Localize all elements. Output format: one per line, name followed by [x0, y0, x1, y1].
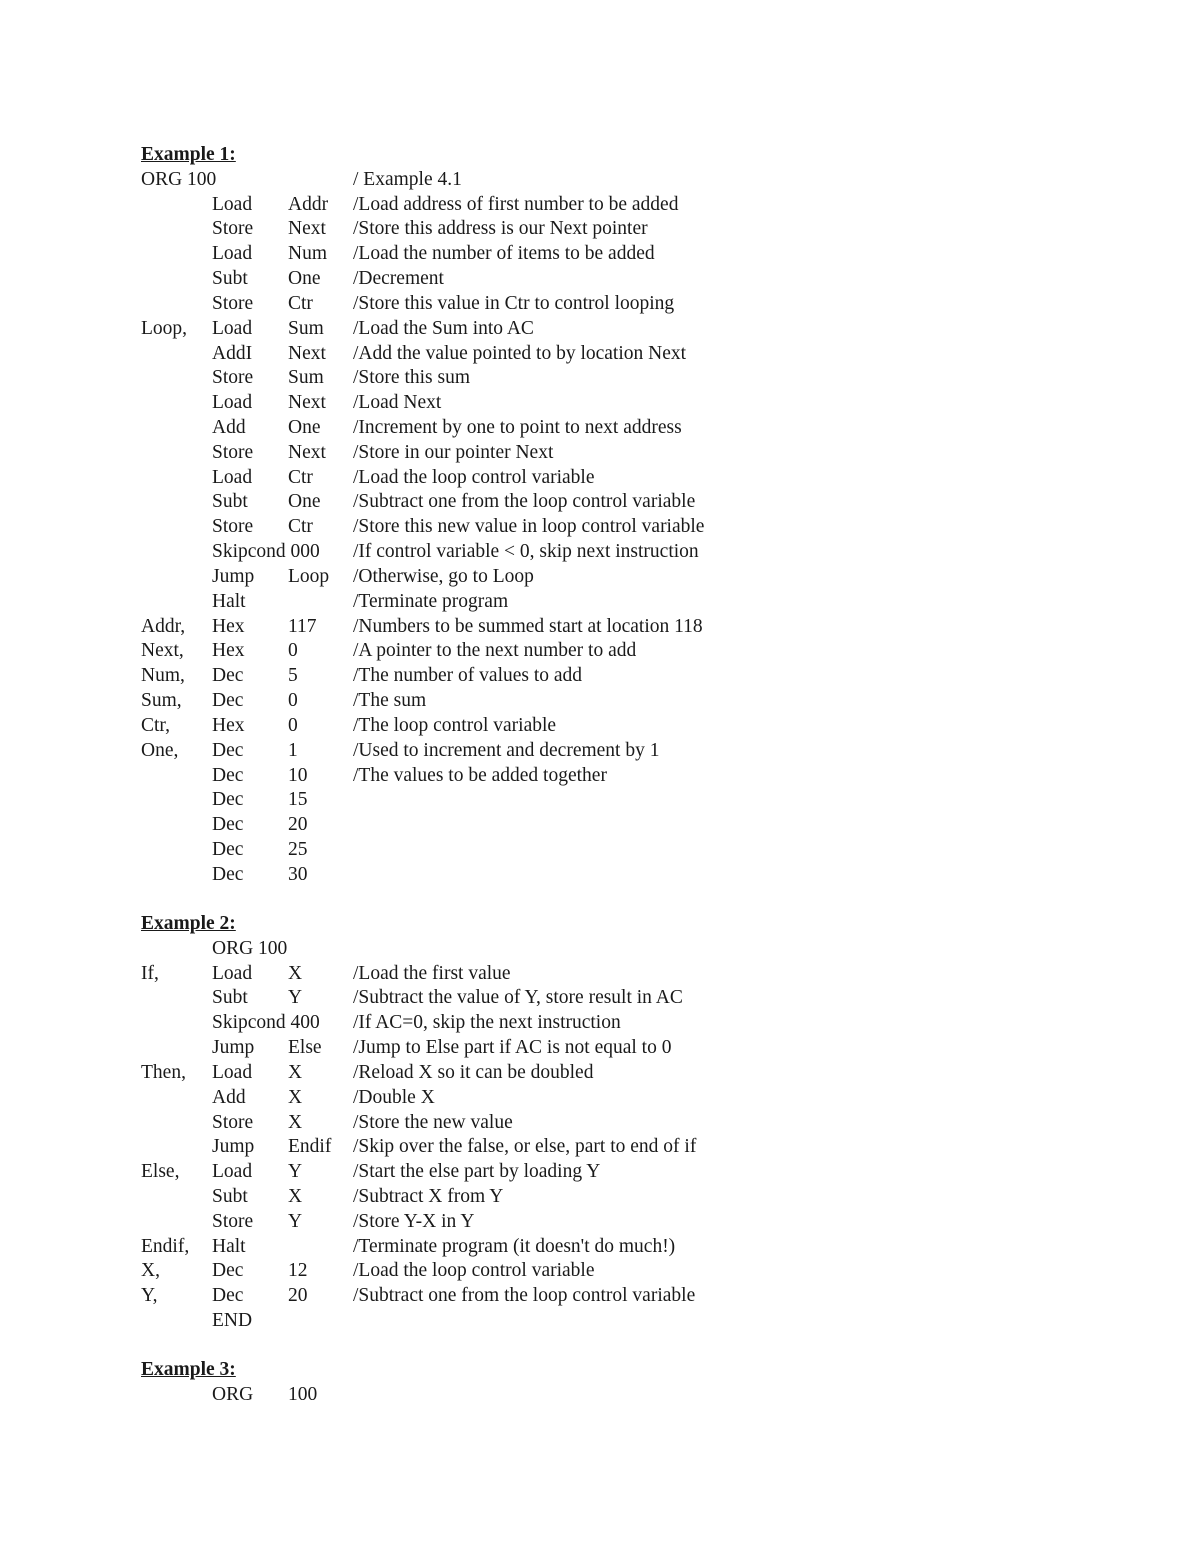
code-line [0, 1236, 1200, 1261]
line-comment: /Skip over the false, or else, part to end of if [353, 1136, 697, 1158]
line-operand: Sum [288, 317, 324, 339]
line-opcode: Store [212, 367, 254, 389]
example-heading: Example 3: [141, 1359, 236, 1380]
line-opcode: ORG 100 [212, 937, 288, 959]
line-operand: 10 [288, 764, 308, 786]
line-opcode: Halt [212, 590, 246, 612]
line-opcode: Load [212, 962, 253, 984]
line-comment: /Subtract X from Y [353, 1186, 504, 1208]
code-line [0, 417, 1200, 442]
code-line [0, 1161, 1200, 1186]
line-comment: /Otherwise, go to Loop [353, 565, 534, 587]
line-operand: One [288, 268, 321, 290]
line-label: Else, [141, 1161, 180, 1183]
line-comment: /The loop control variable [353, 714, 557, 736]
line-opcode: Subt [212, 987, 248, 1009]
line-opcode: Jump [212, 1136, 255, 1158]
line-comment: /Reload X so it can be doubled [353, 1061, 594, 1083]
line-label: Loop, [141, 317, 188, 339]
line-label: If, [141, 962, 159, 984]
line-comment: /Store this new value in loop control variable [353, 516, 705, 538]
line-operand: Loop [288, 565, 330, 587]
line-operand: Sum [288, 367, 324, 389]
line-opcode: Hex [212, 640, 245, 662]
code-line [0, 616, 1200, 641]
line-operand: Y [288, 1161, 303, 1183]
line-operand: Y [288, 987, 303, 1009]
line-label: Y, [141, 1285, 158, 1307]
code-line [0, 169, 1200, 194]
line-opcode: ORG [212, 1383, 254, 1405]
code-line [0, 963, 1200, 988]
line-operand: 100 [288, 1383, 318, 1405]
code-line [0, 987, 1200, 1012]
line-operand: Next [288, 392, 326, 414]
code-line [0, 1136, 1200, 1161]
line-label: Num, [141, 665, 185, 687]
line-operand: Ctr [288, 466, 313, 488]
code-line [0, 318, 1200, 343]
line-opcode: Store [212, 1111, 254, 1133]
line-operand: X [288, 962, 303, 984]
line-label: Next, [141, 640, 184, 662]
code-line [0, 765, 1200, 790]
code-line [0, 367, 1200, 392]
line-opcode: Skipcond 000 [212, 541, 320, 563]
line-operand: 117 [288, 615, 317, 637]
line-operand: 0 [288, 714, 298, 736]
code-line [0, 467, 1200, 492]
line-opcode: Store [212, 516, 254, 538]
line-operand: 15 [288, 789, 308, 811]
line-opcode: Dec [212, 690, 244, 712]
line-operand: One [288, 417, 321, 439]
line-comment: /If AC=0, skip the next instruction [353, 1012, 621, 1034]
line-opcode: Subt [212, 268, 248, 290]
line-opcode: Load [212, 193, 253, 215]
line-opcode: Load [212, 392, 253, 414]
line-comment: /Numbers to be summed start at location 118 [353, 615, 703, 637]
line-comment: /Subtract one from the loop control variable [353, 1285, 696, 1307]
line-opcode: Add [212, 417, 246, 439]
code-line [0, 218, 1200, 243]
line-operand: Y [288, 1210, 303, 1232]
line-opcode: Subt [212, 491, 248, 513]
line-comment: /Store this sum [353, 367, 471, 389]
line-operand: Addr [288, 193, 329, 215]
code-line [0, 1112, 1200, 1137]
line-operand: X [288, 1086, 303, 1108]
line-comment: / Example 4.1 [353, 168, 462, 190]
line-opcode: Dec [212, 789, 244, 811]
line-operand: Endif [288, 1136, 332, 1158]
line-operand: X [288, 1186, 303, 1208]
line-comment: /Store the new value [353, 1111, 513, 1133]
line-comment: /Used to increment and decrement by 1 [353, 739, 660, 761]
code-line [0, 839, 1200, 864]
line-operand: 20 [288, 814, 308, 836]
code-line [0, 1186, 1200, 1211]
line-comment: /The values to be added together [353, 764, 607, 786]
line-operand: 20 [288, 1285, 308, 1307]
code-line [0, 268, 1200, 293]
line-comment: /Double X [353, 1086, 435, 1108]
line-opcode: Jump [212, 1037, 255, 1059]
line-opcode: Store [212, 218, 254, 240]
line-comment: /Store this value in Ctr to control looping [353, 292, 675, 314]
line-opcode: Load [212, 243, 253, 265]
line-comment: /If control variable < 0, skip next instruction [353, 541, 699, 563]
line-comment: /Load the first value [353, 962, 511, 984]
line-operand: 1 [288, 739, 298, 761]
code-line [0, 665, 1200, 690]
line-opcode: Dec [212, 1260, 244, 1282]
line-label: ORG 100 [141, 168, 217, 190]
line-comment: /Add the value pointed to by location Next [353, 342, 687, 364]
line-operand: Next [288, 441, 326, 463]
line-opcode: Dec [212, 863, 244, 885]
line-opcode: Skipcond 400 [212, 1012, 320, 1034]
line-comment: /Load address of first number to be added [353, 193, 679, 215]
line-opcode: Jump [212, 565, 255, 587]
code-line [0, 243, 1200, 268]
line-opcode: Load [212, 466, 253, 488]
line-comment: /Store Y-X in Y [353, 1210, 475, 1232]
line-opcode: Dec [212, 739, 244, 761]
line-comment: /Start the else part by loading Y [353, 1161, 601, 1183]
line-opcode: Store [212, 1210, 254, 1232]
line-comment: /Increment by one to point to next address [353, 417, 682, 439]
code-line [0, 442, 1200, 467]
line-operand: 0 [288, 640, 298, 662]
line-opcode: Dec [212, 1285, 244, 1307]
line-comment: /The sum [353, 690, 427, 712]
code-line [0, 1211, 1200, 1236]
line-label: Then, [141, 1061, 186, 1083]
line-comment: /Jump to Else part if AC is not equal to 0 [353, 1037, 672, 1059]
line-operand: Ctr [288, 292, 313, 314]
line-operand: Next [288, 218, 326, 240]
line-operand: Num [288, 243, 327, 265]
code-line [0, 491, 1200, 516]
line-opcode: Load [212, 317, 253, 339]
line-operand: X [288, 1111, 303, 1133]
line-opcode: Store [212, 292, 254, 314]
code-line [0, 814, 1200, 839]
code-line [0, 1062, 1200, 1087]
code-line [0, 640, 1200, 665]
line-opcode: Dec [212, 665, 244, 687]
line-opcode: Store [212, 441, 254, 463]
line-operand: 0 [288, 690, 298, 712]
code-line [0, 566, 1200, 591]
line-comment: /Subtract the value of Y, store result in AC [353, 987, 683, 1009]
line-label: Addr, [141, 615, 186, 637]
line-comment: /Terminate program [353, 590, 509, 612]
line-operand: X [288, 1061, 303, 1083]
line-label: One, [141, 739, 179, 761]
code-line [0, 1310, 1200, 1335]
line-opcode: Hex [212, 615, 245, 637]
code-line [0, 541, 1200, 566]
line-comment: /A pointer to the next number to add [353, 640, 637, 662]
code-line [0, 343, 1200, 368]
line-comment: /The number of values to add [353, 665, 583, 687]
line-comment: /Store this address is our Next pointer [353, 218, 648, 240]
line-comment: /Load the loop control variable [353, 1260, 595, 1282]
line-label: X, [141, 1260, 160, 1282]
line-operand: Ctr [288, 516, 313, 538]
line-opcode: Load [212, 1061, 253, 1083]
code-line [0, 293, 1200, 318]
line-opcode: Halt [212, 1235, 246, 1257]
code-line [0, 194, 1200, 219]
line-opcode: Dec [212, 764, 244, 786]
line-operand: 5 [288, 665, 298, 687]
example-heading: Example 1: [141, 144, 236, 165]
line-operand: Else [288, 1037, 322, 1059]
code-line [0, 1260, 1200, 1285]
example-heading: Example 2: [141, 913, 236, 934]
line-opcode: AddI [212, 342, 253, 364]
line-label: Endif, [141, 1235, 190, 1257]
line-opcode: Add [212, 1086, 246, 1108]
code-line [0, 690, 1200, 715]
code-line [0, 938, 1200, 963]
line-operand: 12 [288, 1260, 308, 1282]
line-opcode: END [212, 1310, 253, 1332]
line-comment: /Load Next [353, 392, 442, 414]
code-line [0, 1384, 1200, 1409]
code-line [0, 591, 1200, 616]
line-comment: /Store in our pointer Next [353, 441, 554, 463]
code-line [0, 516, 1200, 541]
line-operand: 30 [288, 863, 308, 885]
line-label: Ctr, [141, 714, 171, 736]
code-line [0, 789, 1200, 814]
line-comment: /Load the Sum into AC [353, 317, 534, 339]
line-opcode: Dec [212, 814, 244, 836]
line-opcode: Load [212, 1161, 253, 1183]
line-opcode: Dec [212, 838, 244, 860]
line-comment: /Load the number of items to be added [353, 243, 655, 265]
line-operand: Next [288, 342, 326, 364]
code-line [0, 740, 1200, 765]
line-operand: One [288, 491, 321, 513]
line-operand: 25 [288, 838, 308, 860]
code-line [0, 1285, 1200, 1310]
code-line [0, 1012, 1200, 1037]
line-opcode: Hex [212, 714, 245, 736]
code-line [0, 715, 1200, 740]
line-opcode: Subt [212, 1186, 248, 1208]
line-label: Sum, [141, 690, 182, 712]
line-comment: /Terminate program (it doesn't do much!) [353, 1235, 676, 1257]
code-line [0, 1087, 1200, 1112]
line-comment: /Subtract one from the loop control variable [353, 491, 696, 513]
line-comment: /Decrement [353, 268, 444, 290]
line-comment: /Load the loop control variable [353, 466, 595, 488]
code-line [0, 392, 1200, 417]
code-line [0, 864, 1200, 889]
code-line [0, 1037, 1200, 1062]
